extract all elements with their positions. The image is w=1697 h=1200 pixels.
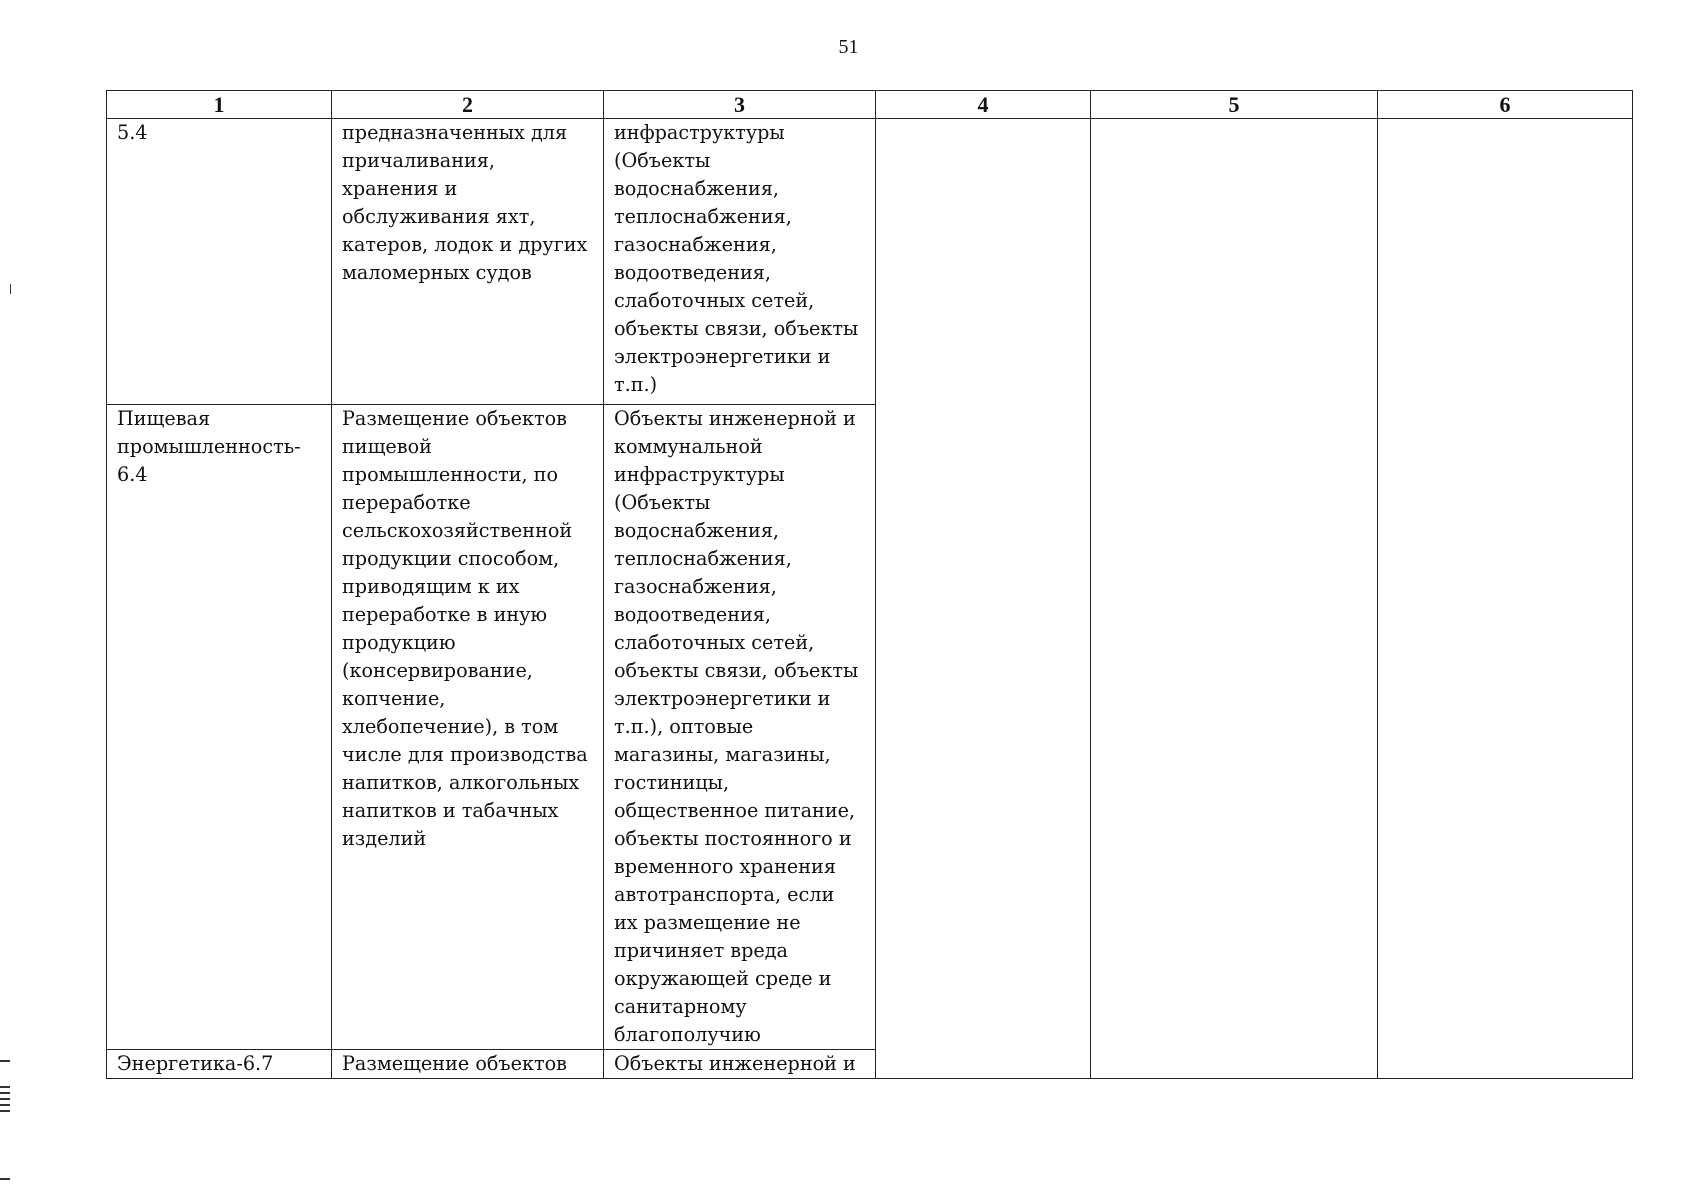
cell-use-code: Энергетика-6.7 bbox=[107, 1050, 332, 1079]
cell-use-description: Размещение объектов bbox=[332, 1050, 604, 1079]
page-number: 51 bbox=[838, 36, 859, 58]
cell-use-code: 5.4 bbox=[107, 119, 332, 405]
cell-col-6-empty bbox=[1378, 119, 1633, 1079]
header-col-3: 3 bbox=[604, 91, 876, 119]
cell-permitted-objects: Объекты инженерной и коммунальной инфраструктуры (Объекты водоснабжения, теплоснабжения, газоснабжения, водоотведения, слаботочных сетей, объекты связи, объекты электроэнергетики и т.п.), оптовые магазины, магазины, гостиницы, общественное питание, объекты постоянного и временного хранения автотранспорта, если их размещение не причиняет вреда окружающей среде и санитарному благополучию bbox=[604, 405, 876, 1050]
scan-artifact-mark bbox=[0, 1104, 10, 1106]
zoning-table bbox=[106, 90, 1633, 1079]
table-row bbox=[107, 119, 1633, 405]
table-header-row bbox=[107, 91, 1633, 119]
cell-use-code: Пищевая промышленность- 6.4 bbox=[107, 405, 332, 1050]
scan-artifact-mark bbox=[0, 1092, 10, 1094]
header-col-6: 6 bbox=[1378, 91, 1633, 119]
scan-artifact-mark bbox=[0, 1086, 10, 1088]
header-col-2: 2 bbox=[332, 91, 604, 119]
cell-col-4-empty bbox=[876, 119, 1091, 1079]
header-col-1: 1 bbox=[107, 91, 332, 119]
cell-permitted-objects: Объекты инженерной и bbox=[604, 1050, 876, 1079]
scan-artifact-mark bbox=[10, 284, 11, 294]
scan-artifact-mark bbox=[0, 1178, 10, 1180]
cell-permitted-objects: инфраструктуры (Объекты водоснабжения, теплоснабжения, газоснабжения, водоотведения, слаботочных сетей, объекты связи, объекты электроэнергетики и т.п.) bbox=[604, 119, 876, 405]
scan-artifact-mark bbox=[0, 1060, 10, 1062]
scan-artifact-mark bbox=[0, 1110, 10, 1112]
cell-col-5-empty bbox=[1091, 119, 1378, 1079]
header-col-5: 5 bbox=[1091, 91, 1378, 119]
header-col-4: 4 bbox=[876, 91, 1091, 119]
scan-artifact-mark bbox=[0, 1098, 10, 1100]
cell-use-description: Размещение объектов пищевой промышленности, по переработке сельскохозяйственной продукции способом, приводящим к их переработке в иную продукцию (консервирование, копчение, хлебопечение), в том числе для производства напитков, алкогольных напитков и табачных изделий bbox=[332, 405, 604, 1050]
cell-use-description: предназначенных для причаливания, хранения и обслуживания яхт, катеров, лодок и других маломерных судов bbox=[332, 119, 604, 405]
